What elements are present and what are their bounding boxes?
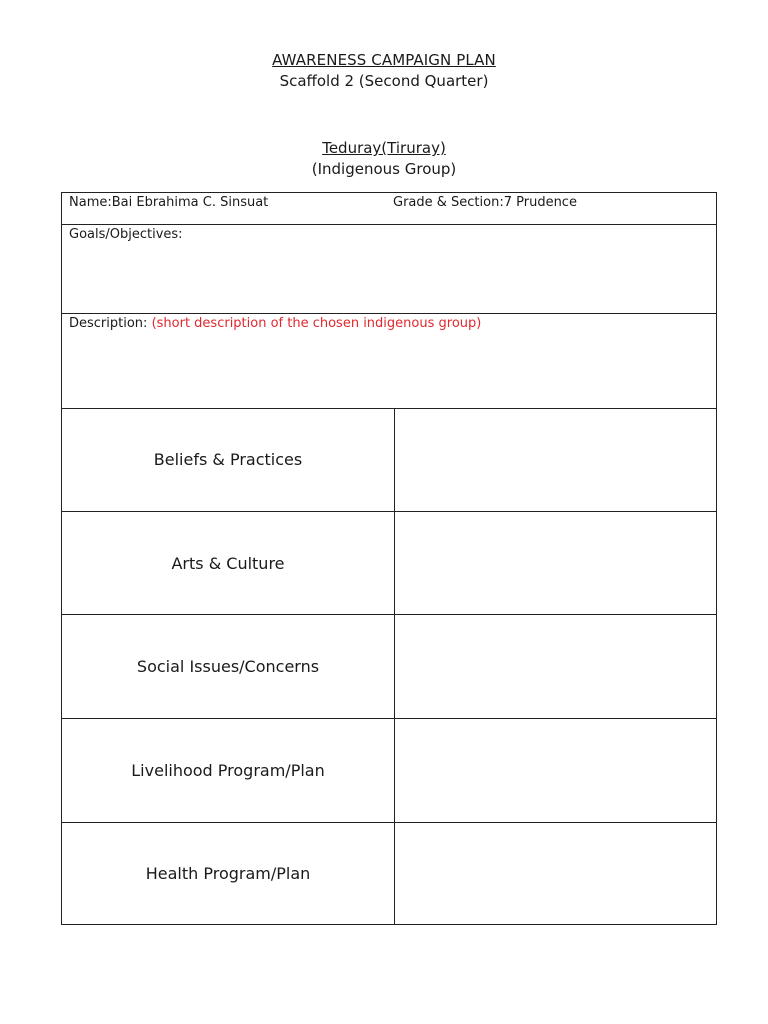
document-title: AWARENESS CAMPAIGN PLAN xyxy=(272,51,496,69)
goals-objectives-label: Goals/Objectives: xyxy=(69,227,183,242)
section-label: Arts & Culture xyxy=(62,512,395,614)
grade-section-field[interactable] xyxy=(393,195,577,210)
grade-value: 7 Prudence xyxy=(503,195,577,210)
indigenous-group-name: Teduray(Tiruray) xyxy=(322,139,446,157)
section-row-arts-culture xyxy=(62,512,716,615)
section-row-health-program xyxy=(62,823,716,924)
name-value: Bai Ebrahima C. Sinsuat xyxy=(111,195,269,210)
section-answer-cell[interactable] xyxy=(395,615,716,718)
section-row-livelihood-program xyxy=(62,719,716,823)
indigenous-group-caption: (Indigenous Group) xyxy=(311,160,457,178)
section-label: Livelihood Program/Plan xyxy=(62,719,395,822)
description-field xyxy=(69,316,481,331)
section-label: Beliefs & Practices xyxy=(62,408,395,511)
section-row-beliefs-practices xyxy=(62,408,716,512)
description-label: Description: xyxy=(69,316,148,331)
section-answer-cell[interactable] xyxy=(395,823,716,924)
document-subtitle: Scaffold 2 (Second Quarter) xyxy=(279,72,489,90)
section-answer-cell[interactable] xyxy=(395,512,716,614)
section-answer-cell[interactable] xyxy=(395,408,716,511)
section-label: Social Issues/Concerns xyxy=(62,615,395,718)
description-hint: (short description of the chosen indigenous group) xyxy=(151,316,482,331)
description-cell[interactable] xyxy=(62,314,716,409)
student-info-row xyxy=(62,193,716,225)
name-field[interactable] xyxy=(69,195,268,210)
grade-label: Grade & Section: xyxy=(393,195,504,210)
campaign-plan-table xyxy=(61,192,717,925)
name-label: Name: xyxy=(69,195,112,210)
section-row-social-issues xyxy=(62,615,716,719)
section-answer-cell[interactable] xyxy=(395,719,716,822)
goals-objectives-cell[interactable] xyxy=(62,225,716,314)
section-label: Health Program/Plan xyxy=(62,823,395,924)
